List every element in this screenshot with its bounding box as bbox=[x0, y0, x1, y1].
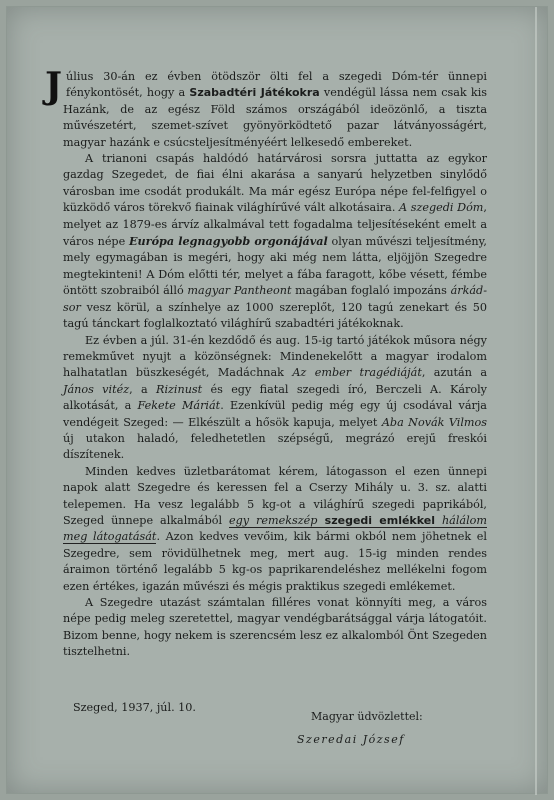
p4-text-a: Minden kedves üzletbarátomat kérem, látogasson el ezen ünnepi napok alatt Szegedre és keressen fel a Cserzy Mihály u. 3. sz. alatti telepemen. Ha vesz legalább 5 kg-ot a világhírű szegedi paprikából, Szeged ünnepe alkalmából bbox=[63, 464, 487, 527]
p3-text-k: új utakon haladó, feledhetetlen szépségű, megrázó erejű freskói díszítenek. bbox=[63, 431, 487, 462]
paragraph-3 bbox=[63, 333, 487, 464]
p2-organ: Európa legnagyobb orgonájával bbox=[129, 234, 328, 249]
p3-text-c: , azután a bbox=[421, 366, 487, 380]
p3-tragedy: Az ember tragédiáját bbox=[292, 366, 422, 380]
p2-dom: A szegedi Dóm bbox=[399, 201, 484, 215]
p2-text-e: olyan művészi teljesítmény, mely egymagában is megéri, hogy aki még nem látta, eljöjjön Szegedre megtekinteni! A Dóm előtti tér, melyet a fába faragott, kőbe vésett, fémbe öntött szobraiból álló bbox=[63, 235, 487, 298]
p2-arcade: árkád-sor bbox=[63, 284, 487, 314]
p2-pantheon: magyar Pantheont bbox=[187, 284, 292, 298]
p2-text-i: vesz körül, a színhelye az 1000 szereplőt, 120 tagú zenekart és 50 tagú tánckart foglalkoztató világhírű szabadtéri játékoknak. bbox=[63, 300, 487, 331]
signature: Szeredai József bbox=[297, 733, 405, 746]
p4-text-e: . Azon kedves vevőim, kik bármi okból nem jöhetnek el Szegedre, sem rövidülhetnek meg, mert aug. 15-ig minden rendes áraimon történő legalább 5 kg-os paprikarendeléshez mellékelni fogom ezen értékes, igazán művészi és mégis praktikus szegedi emlékemet. bbox=[63, 530, 487, 593]
p2-text-a: A trianoni csapás haldódó határvárosi sorsra juttatta az egykor gazdag Szegedet, de fiai élni akarása a sanyarú helyzetben sinylődő városban ime csodát produkált. Ma már egész Európa népe fel-felfigyel o küzködő város törekvő fiainak világhírűvé vált alkotásaira. bbox=[63, 152, 487, 215]
p3-text-i: . Ezenkívül pedig még egy új csodával várja vendégeit Szeged: — Elkészült a hősök kapuja, melyet bbox=[63, 399, 487, 429]
paragraph-1 bbox=[45, 65, 488, 151]
paper-edge bbox=[535, 7, 537, 795]
drop-cap: J bbox=[45, 65, 63, 107]
greeting: Magyar üdvözlettel: bbox=[311, 710, 423, 723]
p2-text-g: magában foglaló impozáns bbox=[291, 284, 451, 298]
p4-remekszep: egy remekszép bbox=[229, 513, 318, 527]
p1-highlight: Szabadtéri Játékokra bbox=[189, 86, 320, 100]
p2-text-c: , melyet az 1879-es árvíz alkalmával tett fogadalma teljesítéseként emelt a város népe bbox=[63, 201, 487, 249]
p4-halalom: hálálom meg látogatását bbox=[63, 513, 487, 544]
p3-text-e: , a bbox=[129, 382, 157, 396]
p1-text-a: úlius 30-án ez évben ötödször ölti fel a szegedi Dóm-tér ünnepi fénykontösét, hogy a bbox=[66, 70, 487, 100]
paragraph-5: A Szegedre utazást számtalan filléres vonat könnyíti meg, a város népe pedig meleg szeretettel, magyar vendégbarátsággal várja látogatóit. Bizom benne, hogy nekem is szerencsém lesz ez alkalomból Önt Szegeden tisztelhetni. bbox=[63, 596, 487, 659]
p3-aba-novak: Aba Novák Vilmos bbox=[381, 415, 487, 429]
p3-janos: János vitéz bbox=[63, 382, 130, 396]
p3-text-a: Ez évben a júl. 31-én kezdődő és aug. 15-ig tartó játékok műsora négy remekművet nyujt a közönségnek: Mindenekelőtt a magyar irodalom halhatatlan büszkeségét, Madáchnak bbox=[63, 333, 487, 380]
p4-emlek: szegedi emlékkel bbox=[317, 513, 435, 527]
letter-sheet bbox=[6, 6, 548, 794]
paragraph-2 bbox=[63, 151, 487, 332]
paragraph-4 bbox=[63, 464, 487, 595]
p1-text-c: vendégül lássa nem csak kis Hazánk, de az egész Föld számos országából ideözönlő, a tiszta művészetért, szemet-szívet gyönyörködtető pazar látványosságért, magyar hazánk e csúcsteljesítményéért lelkesedő embereket. bbox=[63, 86, 488, 149]
letter-body bbox=[45, 65, 488, 661]
p3-fekete: Fekete Máriát bbox=[137, 399, 221, 413]
letter-date: Szeged, 1937, júl. 10. bbox=[73, 701, 196, 714]
p3-text-g: és egy fiatal szegedi író, Berczeli A. Károly alkotását, a bbox=[63, 382, 487, 413]
signature-block bbox=[297, 710, 497, 746]
p3-rizinus: Rizinust bbox=[156, 382, 203, 396]
